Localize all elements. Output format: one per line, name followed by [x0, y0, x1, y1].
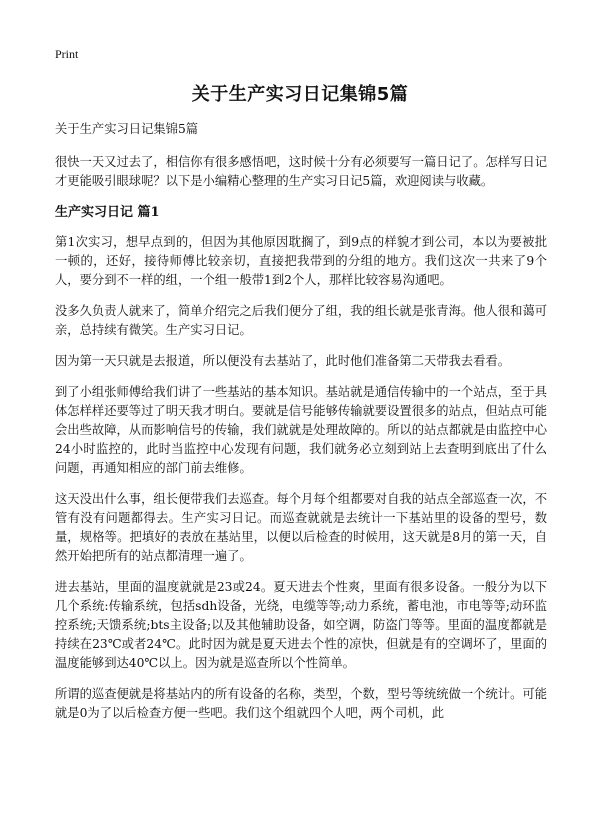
body-paragraph: 没多久负责人就来了，简单介绍完之后我们便分了组，我的组长就是张青海。他人很和蔼可亲，总持续有微笑。生产实习日记。 — [55, 304, 547, 337]
page-title: 关于生产实习日记集锦5篇 — [191, 84, 409, 105]
body-paragraph: 所谓的巡查便就是将基站内的所有设备的名称，类型，个数，型号等统统做一个统计。可能就是0为了以后检查方便一些吧。我们这个组就四个人吧，两个司机，此 — [55, 687, 547, 720]
body-paragraph: 到了小组张师傅给我们讲了一些基站的基本知识。基站就是通信传输中的一个站点，至于具体怎样样还要等过了明天我才明白。要就是信号能够传输就要设置很多的站点，但站点可能会出些故障，从而影响信号的传输，我们就就是处理故障的。所以的站点都就是由监控中心24小时监控的，此时当监控中心发现有问题，我们就务必立刻到站上去查明到底出了什么问题，再通知相应的部门前去维修。 — [55, 385, 547, 475]
intro-paragraph: 很快一天又过去了，相信你有很多感悟吧，这时候十分有必须要写一篇日记了。怎样写日记才更能吸引眼球呢？以下是小编精心整理的生产实习日记5篇，欢迎阅读与收藏。 — [55, 155, 547, 188]
body-paragraph: 第1次实习，想早点到的，但因为其他原因耽搁了，到9点的样貌才到公司，本以为要被批一顿的，还好，接待师傅比较亲切，直接把我带到的分组的地方。我们这次一共来了9个人，要分到不一样的组，一个组一般带1到2个人，那样比较容易沟通吧。 — [55, 235, 547, 287]
body-paragraph: 因为第一天只就是去报道，所以便没有去基站了，此时他们准备第二天带我去看看。 — [55, 354, 510, 368]
body-paragraph: 进去基站，里面的温度就就是23或24。夏天进去个性爽，里面有很多设备。一般分为以下几个系统:传输系统，包括sdh设备，光绕，电缆等等;动力系统，蓄电池，市电等等;动环监控系统;天馈系统;bts主设备;以及其他辅助设备，如空调，防盗门等等。里面的温度都就是持续在23℃或者24℃。此时因为就是夏天进去个性的凉快，但就是有的空调坏了，里面的温度能够到达40℃以上。因为就是巡查所以个性简单。 — [55, 580, 547, 670]
article-body — [55, 120, 547, 735]
article-subtitle: 关于生产实习日记集锦5篇 — [55, 122, 199, 136]
section-heading: 生产实习日记 篇1 — [55, 205, 160, 220]
print-link[interactable]: Print — [55, 47, 79, 61]
body-paragraph: 这天没出什么事，组长便带我们去巡查。每个月每个组都要对自我的站点全部巡查一次，不管有没有问题都得去。生产实习日记。而巡查就就是去统计一下基站里的设备的型号，数量，规格等。把填好的表放在基站里，以便以后检查的时候用，这天就是8月的第一天，自然开始把所有的站点都清理一遍了。 — [55, 492, 547, 563]
